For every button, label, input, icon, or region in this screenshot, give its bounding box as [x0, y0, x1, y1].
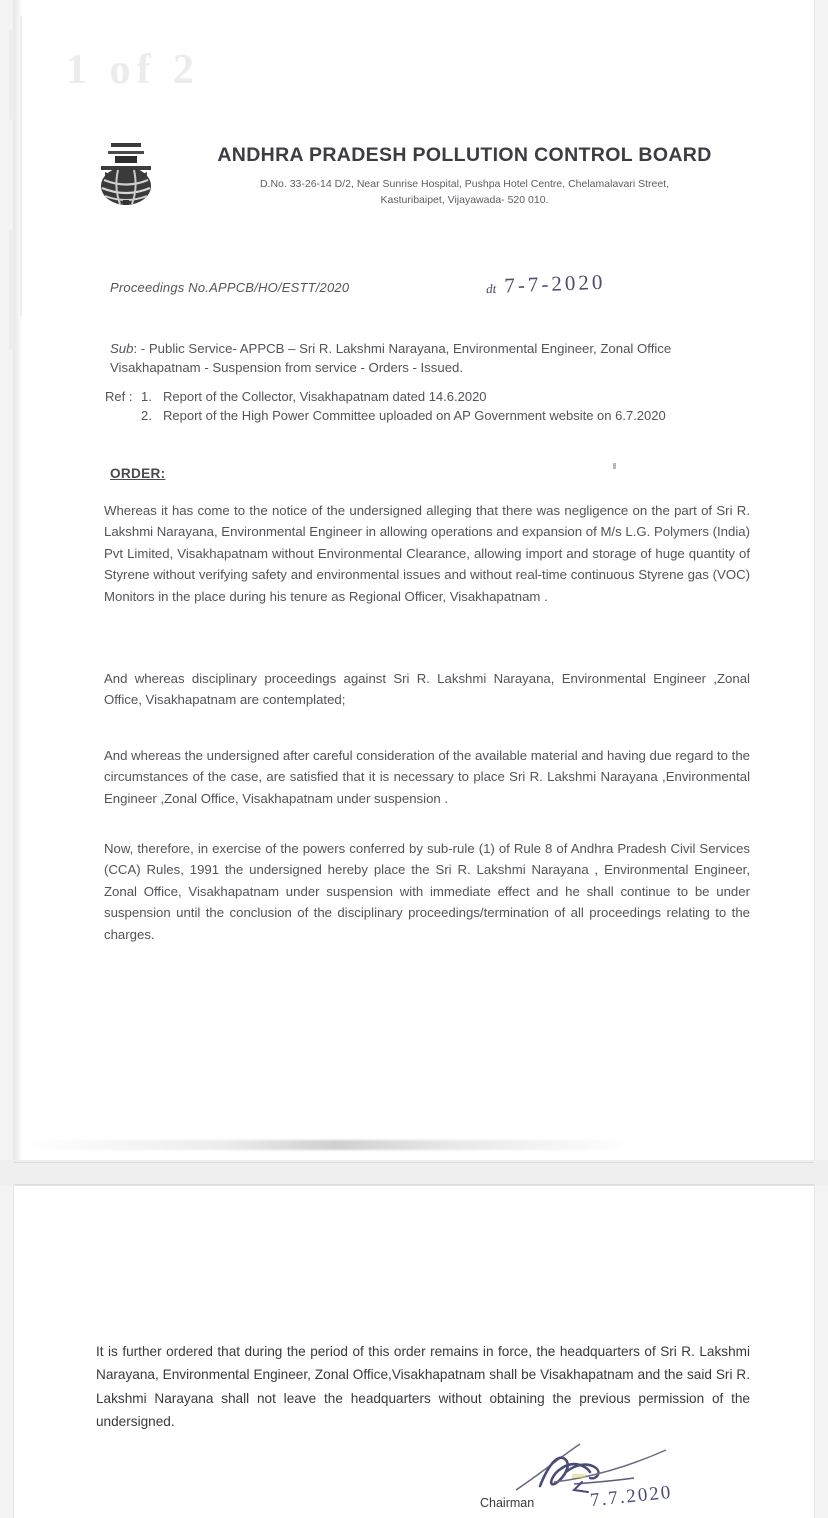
order-paragraph-1: Whereas it has come to the notice of the undersigned alleging that there was negligence on the part of Sri R. Lakshmi Narayana, Environmental Engineer in allowing operations and expansion of M/s L.G. Polymers (India) Pvt Limited, Visakhapatnam without Environmental Clearance, allowing import and storage of huge quantity of Styrene without verifying safety and environmental issues and without real-time continuous Styrene gas (VOC) Monitors in the place during his tenure as Regional Officer, Visakhapatnam . — [104, 503, 750, 604]
scan-artifact — [20, 16, 22, 316]
reference-label: Ref : — [105, 389, 133, 404]
date-value: 7-7-2020 — [503, 269, 606, 298]
order-paragraph-2: And whereas disciplinary proceedings against Sri R. Lakshmi Narayana, Environmental Engineer ,Zonal Office, Visakhapatnam are contemplated; — [104, 671, 750, 708]
handwritten-date — [486, 270, 606, 300]
reference-item — [141, 407, 748, 426]
proceedings-number: Proceedings No.APPCB/HO/ESTT/2020 — [110, 280, 350, 295]
subject-text: : - Public Service- APPCB – Sri R. Lakshmi Narayana, Environmental Engineer, Zonal Office Visakhapatnam - Suspension from service - Orders - Issued. — [110, 341, 672, 375]
letterhead — [95, 140, 758, 209]
organization-name: ANDHRA PRADESH POLLUTION CONTROL BOARD — [217, 144, 712, 166]
reference-item-text: Report of the Collector, Visakhapatnam dated 14.6.2020 — [163, 389, 487, 404]
organization-address — [171, 176, 758, 209]
scan-artifact — [9, 30, 14, 120]
signature-handwritten-date: 7.7.2020 — [589, 1481, 674, 1512]
reference-items — [141, 388, 748, 426]
page-watermark: 1 of 2 — [66, 47, 200, 93]
subject-block — [110, 340, 750, 377]
address-line-2: Kasturibaipet, Vijayawada- 520 010. — [380, 194, 549, 207]
scan-smear-artifact — [20, 1140, 808, 1150]
reference-block — [105, 388, 748, 426]
appcb-emblem-icon — [95, 140, 157, 206]
order-paragraph-4: Now, therefore, in exercise of the powers conferred by sub-rule (1) of Rule 8 of Andhra Pradesh Civil Services (CCA) Rules, 1991 the undersigned hereby place the Sri R. Lakshmi Narayana , Environmental Engineer, Zonal Office, Visakhapatnam under suspension with immediate effect and he shall continue to be under suspension until the conclusion of the disciplinary proceedings/termination of all proceedings relating to the charges. — [104, 841, 750, 942]
date-prefix: dt — [485, 280, 497, 297]
order-heading: ORDER: — [110, 466, 166, 481]
organization-block — [171, 140, 758, 209]
page-separator-line-bottom — [14, 1184, 814, 1185]
address-line-1: D.No. 33-26-14 D/2, Near Sunrise Hospital, Pushpa Hotel Centre, Chelamalavari Street, — [259, 178, 670, 190]
subject-label: Sub — [110, 341, 134, 356]
signature-block — [470, 1444, 770, 1514]
reference-item-text: Report of the High Power Committee uploaded on AP Government website on 6.7.2020 — [163, 407, 666, 423]
scan-speck-artifact — [613, 463, 616, 469]
reference-item — [141, 388, 748, 407]
page-separator — [0, 1160, 828, 1186]
reference-item-number: 2. — [141, 407, 152, 423]
order-paragraph-3: And whereas the undersigned after careful consideration of the available material and having due regard to the circumstances of the case, are satisfied that it is necessary to place Sri R. Lakshmi Narayana ,Environmental Engineer ,Zonal Office, Visakhapatnam under suspension . — [104, 748, 750, 806]
reference-item-number: 1. — [141, 389, 152, 404]
order-paragraph-5: It is further ordered that during the period of this order remains in force, the headquarters of Sri R. Lakshmi Narayana, Environmental Engineer, Zonal Office,Visakhapatnam shall be Visakhapatnam and the said Sri R. Lakshmi Narayana shall not leave the headquarters without obtaining the previous permission of the undersigned. — [96, 1344, 750, 1430]
scan-artifact — [9, 230, 14, 350]
page-separator-line-top — [14, 1162, 814, 1163]
signature-designation: Chairman — [480, 1496, 535, 1510]
